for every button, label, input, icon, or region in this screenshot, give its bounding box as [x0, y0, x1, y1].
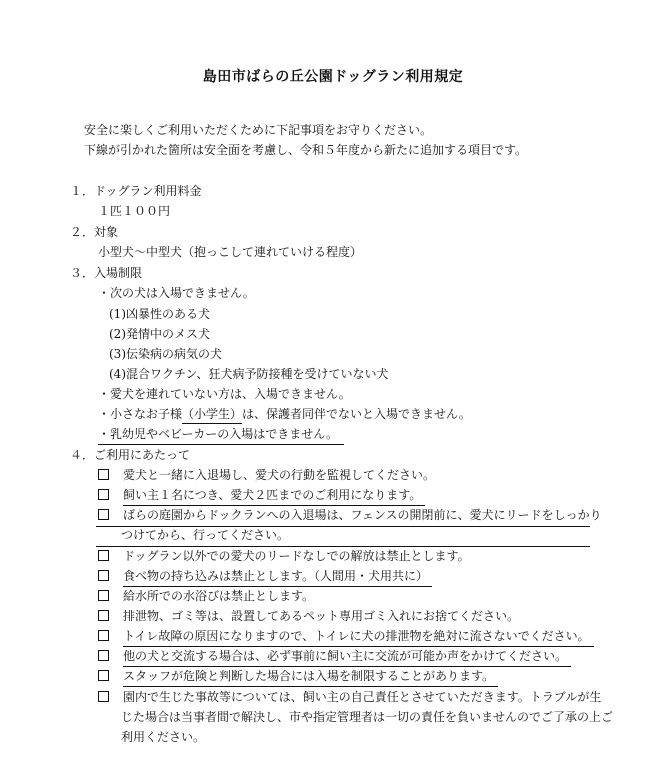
usage-item: [98, 628, 594, 647]
section-title: 入場制限: [94, 266, 143, 280]
restricted-dog-4: (4)混合ワクチン、狂犬病予防接種を受けていない犬: [109, 367, 389, 381]
usage-item: [98, 487, 425, 506]
checkbox-icon: [98, 550, 109, 561]
usage-item-continuation: 利用ください。: [121, 730, 206, 744]
underlined-text: ・乳幼児やベビーカーの入場はできません。: [98, 426, 344, 445]
checkbox-icon: [98, 570, 109, 581]
restricted-dog-3: (3)伝染病の病気の犬: [109, 347, 222, 361]
section-1-heading: [70, 183, 202, 199]
usage-item: 愛犬と一緒に入退場し、愛犬の行動を監視してください。: [98, 467, 435, 483]
document-title: 島田市ばらの丘公園ドッグラン利用規定: [202, 69, 464, 85]
usage-item: [98, 568, 432, 587]
usage-item-continuation: つけてから、行ってください。: [121, 528, 290, 542]
usage-item: ドッグラン以外での愛犬のリードなしでの解放は禁止とします。: [98, 548, 470, 564]
usage-item: 園内で生じた事故等については、飼い主の自己責任とさせていただきます。トラブルが生: [98, 689, 601, 705]
usage-item: 給水所での水浴びは禁止とします。: [98, 588, 314, 604]
section-number: １．: [70, 184, 95, 198]
underlined-text: スタッフが危険と判断した場合には入場を制限することがあります。: [123, 668, 498, 687]
usage-item: ばらの庭園からドックランへの入退場は、フェンスの開閉前に、愛犬にリードをしっかり: [98, 507, 602, 523]
checkbox-icon: [98, 509, 109, 520]
checkbox-icon: [98, 590, 109, 601]
section-number: ４．: [70, 448, 95, 462]
usage-item-continuation: じた場合は当事者間で解決し、市や指定管理者は一切の責任を負いませんのでご了承の上ご: [121, 710, 614, 724]
restriction-bullet-1: ・次の犬は入場できません。: [98, 286, 255, 300]
underline-rule: [96, 546, 590, 547]
underlined-text: 飼い主１名につき、愛犬２匹までのご利用になります。: [123, 487, 425, 506]
section-title: 対象: [94, 225, 119, 239]
checkbox-icon: [98, 469, 109, 480]
checkbox-icon: [98, 630, 109, 641]
section-title: ご利用にあたって: [94, 448, 191, 462]
restriction-bullet-4: [98, 426, 344, 445]
restriction-bullet-2: ・愛犬を連れていない方は、入場できません。: [98, 387, 351, 401]
usage-item: [98, 668, 498, 687]
checkbox-icon: [98, 650, 109, 661]
section-3-heading: [70, 265, 142, 281]
section-2-body: 小型犬～中型犬（抱っこして連れていける程度）: [98, 245, 363, 259]
restricted-dog-2: (2)発情中のメス犬: [109, 327, 210, 341]
usage-item: 排泄物、ゴミ等は、設置してあるペット専用ゴミ入れにお捨てください。: [98, 608, 519, 624]
underlined-text: 他の犬と交流する場合は、必ず事前に飼い主に交流が可能か声をかけてください。: [123, 648, 571, 667]
section-4-heading: [70, 447, 190, 463]
underlined-text: 食べ物の持ち込みは禁止とします。（人間用・犬用共に）: [123, 568, 432, 587]
intro-line-1: 安全に楽しくご利用いただくために下記事項をお守りください。: [84, 123, 433, 137]
section-title: ドッグラン利用料金: [94, 184, 202, 198]
checkbox-icon: [98, 691, 109, 702]
underlined-text: （小学生）: [182, 407, 242, 424]
restricted-dog-1: (1)凶暴性のある犬: [109, 307, 210, 321]
section-number: ３．: [70, 266, 95, 280]
section-2-heading: [70, 224, 118, 240]
section-number: ２．: [70, 225, 95, 239]
restriction-bullet-3: ・小さなお子様（小学生）は、保護者同伴でないと入場できません。: [98, 406, 471, 422]
intro-line-2: 下線が引かれた箇所は安全面を考慮し、令和５年度から新たに追加する項目です。: [84, 143, 528, 157]
checkbox-icon: [98, 670, 109, 681]
checkbox-icon: [98, 610, 109, 621]
section-1-body: １匹１００円: [98, 204, 171, 218]
checkbox-icon: [98, 489, 109, 500]
underlined-text: トイレ故障の原因になりますので、トイレに犬の排泄物を絶対に流さないでください。: [123, 628, 594, 647]
usage-item: [98, 648, 571, 667]
